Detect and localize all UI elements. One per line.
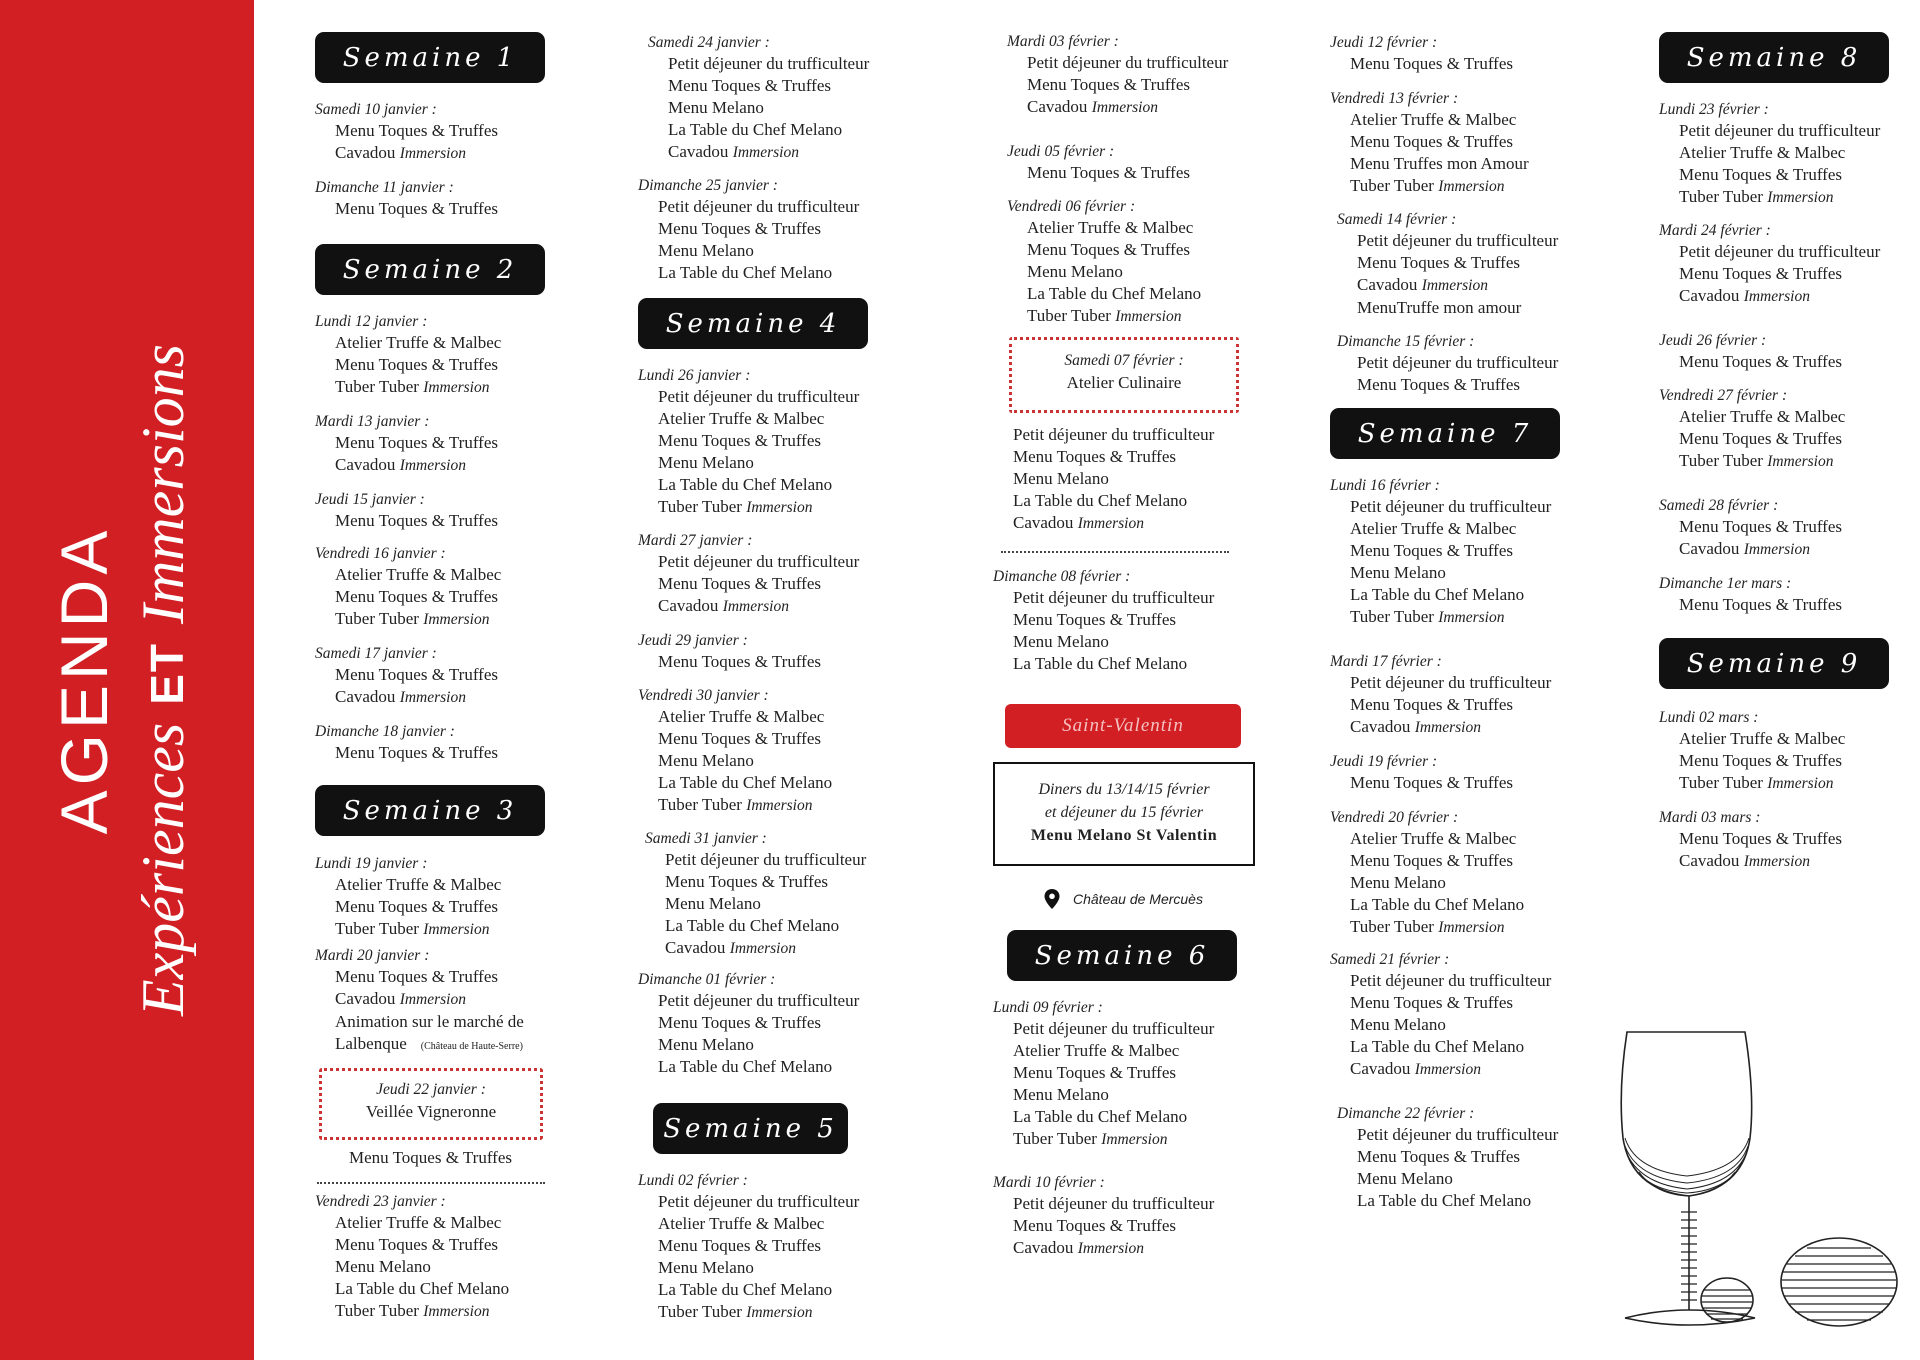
- event-item: Tuber Tuber Immersion: [1013, 1129, 1168, 1148]
- event-item: Menu Toques & Truffes: [1679, 352, 1843, 371]
- event-item: Atelier Truffe & Malbec: [335, 875, 502, 894]
- event-item: Menu Toques & Truffes: [335, 511, 499, 530]
- event-item: Petit déjeuner du trufficulteur: [1357, 231, 1559, 250]
- event-item: La Table du Chef Melano: [1013, 491, 1188, 510]
- day-title: Mardi 03 février :: [1007, 33, 1119, 50]
- day-block: [993, 1173, 1214, 1260]
- event-item: Veillée Vigneronne: [365, 1102, 497, 1121]
- event-item: Menu Toques & Truffes: [1013, 610, 1177, 629]
- event-item: Menu Toques & Truffes: [335, 743, 499, 762]
- event-item: Menu Melano: [1350, 873, 1446, 892]
- day-title: Samedi 14 février :: [1337, 211, 1457, 228]
- event-item: Cavadou Immersion: [1357, 275, 1488, 294]
- day-title: Lundi 02 mars :: [1659, 709, 1759, 726]
- event-item: Menu Toques & Truffes: [1013, 1063, 1177, 1082]
- day-title: Dimanche 11 janvier :: [315, 179, 454, 196]
- event-note: (Château de Haute-Serre): [420, 1041, 523, 1052]
- event-item: Menu Toques & Truffes: [1679, 595, 1843, 614]
- event-item: Atelier Truffe & Malbec: [1679, 407, 1846, 426]
- event-item: Petit déjeuner du trufficulteur: [1013, 425, 1215, 444]
- subtitle-experiences: Expériences: [130, 722, 196, 1016]
- event-item: Tuber Tuber Immersion: [335, 1301, 490, 1320]
- day-title: Jeudi 19 février :: [1330, 753, 1438, 770]
- event-item: Menu Toques & Truffes: [1350, 54, 1514, 73]
- day-block: [1659, 100, 1880, 209]
- event-item: Menu Melano: [1350, 1015, 1446, 1034]
- event-item: Menu Toques & Truffes: [335, 199, 499, 218]
- event-item: Atelier Truffe & Malbec: [1679, 143, 1846, 162]
- day-block: [1330, 476, 1551, 629]
- day-block: [315, 854, 501, 941]
- event-item: Atelier Truffe & Malbec: [1027, 218, 1194, 237]
- event-item: Menu Toques & Truffes: [1679, 264, 1843, 283]
- event-item: Petit déjeuner du trufficulteur: [1013, 1194, 1215, 1213]
- event-item: Cavadou Immersion: [658, 596, 789, 615]
- day-title: Jeudi 22 janvier :: [376, 1081, 486, 1098]
- event-item: Cavadou Immersion: [1027, 97, 1158, 116]
- day-title: Vendredi 16 janvier :: [315, 545, 446, 562]
- event-item: Tuber Tuber Immersion: [1679, 451, 1834, 470]
- dotted-separator: [1001, 551, 1229, 553]
- highlight-box-veillee: [319, 1068, 543, 1140]
- day-block: [329, 1147, 512, 1169]
- event-item: Petit déjeuner du trufficulteur: [1357, 353, 1559, 372]
- day-block: [1007, 142, 1190, 184]
- event-item: La Table du Chef Melano: [665, 916, 840, 935]
- valentin-line-1: Diners du 13/14/15 février: [1038, 781, 1210, 798]
- event-item: Cavadou Immersion: [335, 143, 466, 162]
- agenda-subtitle: [125, 344, 205, 1016]
- event-item: Tuber Tuber Immersion: [335, 919, 490, 938]
- event-item: Menu Toques & Truffes: [1350, 993, 1514, 1012]
- day-title: Dimanche 1er mars :: [1659, 575, 1792, 592]
- agenda-title: AGENDA: [47, 525, 121, 835]
- week-8-header: Semaine 8: [1659, 32, 1889, 83]
- event-item: Petit déjeuner du trufficulteur: [658, 197, 860, 216]
- event-item: Menu Toques & Truffes: [335, 665, 499, 684]
- day-block: [1330, 33, 1513, 75]
- week-5-header: Semaine 5: [653, 1103, 848, 1154]
- event-item: Atelier Truffe & Malbec: [658, 707, 825, 726]
- day-block: [1330, 950, 1551, 1081]
- event-item: Cavadou Immersion: [665, 938, 796, 957]
- valentin-line-3: Menu Melano St Valentin: [1030, 827, 1218, 844]
- saint-valentin-banner: Saint-Valentin: [1005, 704, 1241, 748]
- day-title: Dimanche 18 janvier :: [315, 723, 455, 740]
- day-title: Samedi 10 janvier :: [315, 101, 437, 118]
- day-title: Vendredi 06 février :: [1007, 198, 1136, 215]
- week-7-header: Semaine 7: [1330, 408, 1560, 459]
- day-title: Jeudi 26 février :: [1659, 332, 1767, 349]
- event-item: Menu Toques & Truffes: [349, 1148, 513, 1167]
- event-item: Menu Toques & Truffes: [1350, 695, 1514, 714]
- day-block: [1659, 331, 1842, 373]
- event-item: Cavadou Immersion: [1679, 286, 1810, 305]
- event-item: La Table du Chef Melano: [1350, 895, 1525, 914]
- day-block: [315, 412, 498, 477]
- event-item: Menu Melano: [335, 1257, 431, 1276]
- day-title: Vendredi 27 février :: [1659, 387, 1788, 404]
- event-item: Menu Truffes mon Amour: [1350, 154, 1529, 173]
- week-4-header: Semaine 4: [638, 298, 868, 349]
- event-item: Petit déjeuner du trufficulteur: [658, 1192, 860, 1211]
- event-item: Menu Melano: [658, 1035, 754, 1054]
- highlight-box-atelier: [1009, 337, 1239, 413]
- event-item: Menu Toques & Truffes: [1679, 829, 1843, 848]
- event-item: Tuber Tuber Immersion: [658, 1302, 813, 1321]
- event-item: Petit déjeuner du trufficulteur: [1013, 588, 1215, 607]
- event-item: La Table du Chef Melano: [658, 773, 833, 792]
- event-item: Atelier Truffe & Malbec: [1350, 519, 1517, 538]
- day-block: [638, 631, 821, 673]
- day-block: [1337, 1104, 1558, 1212]
- event-item: Menu Toques & Truffes: [1027, 240, 1191, 259]
- day-block: [1337, 332, 1558, 396]
- event-item: La Table du Chef Melano: [658, 1280, 833, 1299]
- event-item: Menu Toques & Truffes: [1350, 851, 1514, 870]
- event-item: Petit déjeuner du trufficulteur: [658, 387, 860, 406]
- day-block: [1659, 708, 1845, 795]
- event-item: Tuber Tuber Immersion: [1350, 176, 1505, 195]
- event-item: Menu Toques & Truffes: [335, 355, 499, 374]
- day-block: [638, 970, 859, 1078]
- event-item: Menu Toques & Truffes: [1679, 751, 1843, 770]
- event-item: La Table du Chef Melano: [1350, 585, 1525, 604]
- event-item: Tuber Tuber Immersion: [1350, 917, 1505, 936]
- day-title: Lundi 26 janvier :: [638, 367, 751, 384]
- day-title: Mardi 20 janvier :: [315, 947, 430, 964]
- event-item: Menu Toques & Truffes: [658, 219, 822, 238]
- event-item: Petit déjeuner du trufficulteur: [658, 991, 860, 1010]
- event-item: Atelier Truffe & Malbec: [658, 409, 825, 428]
- event-item: Menu Melano: [1350, 563, 1446, 582]
- event-item: Menu Melano: [1013, 1085, 1109, 1104]
- event-item: Menu Toques & Truffes: [658, 574, 822, 593]
- event-item: Menu Toques & Truffes: [1679, 429, 1843, 448]
- event-item: Tuber Tuber Immersion: [1679, 187, 1834, 206]
- day-block: [638, 531, 859, 618]
- day-block: [315, 722, 498, 764]
- day-title: Samedi 07 février :: [1064, 352, 1184, 369]
- day-block: [638, 686, 832, 817]
- day-title: Mardi 10 février :: [993, 1174, 1105, 1191]
- event-item: Menu Toques & Truffes: [1350, 132, 1514, 151]
- day-block: [315, 1192, 509, 1323]
- event-item: La Table du Chef Melano: [668, 120, 843, 139]
- dotted-separator: [317, 1182, 545, 1184]
- event-item: Menu Toques & Truffes: [335, 897, 499, 916]
- day-block: [315, 312, 501, 399]
- event-item: Atelier Truffe & Malbec: [335, 333, 502, 352]
- event-item: Atelier Truffe & Malbec: [1013, 1041, 1180, 1060]
- event-item: La Table du Chef Melano: [1013, 654, 1188, 673]
- event-item: Menu Melano: [1013, 469, 1109, 488]
- day-block: [1659, 808, 1842, 873]
- day-block: [1659, 574, 1842, 616]
- week-9-header: Semaine 9: [1659, 638, 1889, 689]
- event-item: Petit déjeuner du trufficulteur: [1679, 121, 1881, 140]
- event-item: Cavadou Immersion: [1350, 717, 1481, 736]
- event-item: Menu Melano: [665, 894, 761, 913]
- event-item: Lalbenque (Château de Haute-Serre): [335, 1034, 523, 1053]
- day-title: Jeudi 05 février :: [1007, 143, 1115, 160]
- wine-glass-illustration: [1605, 1020, 1905, 1340]
- event-item: Petit déjeuner du trufficulteur: [658, 552, 860, 571]
- event-item: Cavadou Immersion: [1350, 1059, 1481, 1078]
- valentin-line-2: et déjeuner du 15 février: [1044, 804, 1204, 821]
- day-block: [1330, 808, 1524, 939]
- day-block: [1337, 210, 1558, 319]
- event-item: Petit déjeuner du trufficulteur: [665, 850, 867, 869]
- day-block: [993, 424, 1214, 535]
- event-item: La Table du Chef Melano: [1357, 1191, 1532, 1210]
- subtitle-et: ET: [141, 642, 193, 705]
- event-item: La Table du Chef Melano: [658, 263, 833, 282]
- event-item: Petit déjeuner du trufficulteur: [1027, 53, 1229, 72]
- event-item: Menu Toques & Truffes: [335, 1235, 499, 1254]
- event-item: Petit déjeuner du trufficulteur: [1350, 971, 1552, 990]
- day-block: [993, 567, 1214, 675]
- day-title: Vendredi 20 février :: [1330, 809, 1459, 826]
- day-title: Samedi 21 février :: [1330, 951, 1450, 968]
- event-item: La Table du Chef Melano: [1350, 1037, 1525, 1056]
- day-title: Lundi 19 janvier :: [315, 855, 428, 872]
- event-item: Menu Toques & Truffes: [1679, 165, 1843, 184]
- day-title: Dimanche 01 février :: [638, 971, 776, 988]
- day-block: [1330, 652, 1551, 739]
- week-3-header: Semaine 3: [315, 785, 545, 836]
- event-item: Atelier Truffe & Malbec: [335, 1213, 502, 1232]
- event-item: Menu Melano: [658, 1258, 754, 1277]
- sidebar-title: [49, 344, 205, 1016]
- location: [1043, 888, 1203, 910]
- day-block: [1659, 386, 1845, 473]
- event-item: Menu Toques & Truffes: [658, 652, 822, 671]
- day-title: Lundi 16 février :: [1330, 477, 1440, 494]
- event-item: Petit déjeuner du trufficulteur: [668, 54, 870, 73]
- event-item: Cavadou Immersion: [1013, 513, 1144, 532]
- day-title: Jeudi 12 février :: [1330, 34, 1438, 51]
- event-item: Menu Melano: [668, 98, 764, 117]
- day-title: Vendredi 30 janvier :: [638, 687, 769, 704]
- day-title: Samedi 28 février :: [1659, 497, 1779, 514]
- event-item: Cavadou Immersion: [1679, 539, 1810, 558]
- day-title: Mardi 13 janvier :: [315, 413, 430, 430]
- day-title: Dimanche 15 février :: [1337, 333, 1475, 350]
- day-title: Jeudi 29 janvier :: [638, 632, 748, 649]
- event-item: Tuber Tuber Immersion: [658, 497, 813, 516]
- event-item: La Table du Chef Melano: [658, 1057, 833, 1076]
- event-item: Menu Toques & Truffes: [658, 729, 822, 748]
- day-title: Samedi 31 janvier :: [645, 830, 767, 847]
- event-item: Atelier Truffe & Malbec: [1679, 729, 1846, 748]
- event-item: Menu Melano: [658, 453, 754, 472]
- subtitle-immersions: Immersions: [130, 344, 196, 625]
- event-item: Menu Toques & Truffes: [1027, 75, 1191, 94]
- day-block: [315, 178, 498, 220]
- event-item: Atelier Truffe & Malbec: [1350, 829, 1517, 848]
- day-block: [1007, 32, 1228, 119]
- day-title: Mardi 17 février :: [1330, 653, 1442, 670]
- event-item: Menu Toques & Truffes: [665, 872, 829, 891]
- event-item: Atelier Culinaire: [1066, 373, 1182, 392]
- event-item: Menu Toques & Truffes: [1350, 541, 1514, 560]
- day-block: [638, 366, 859, 519]
- event-item: Tuber Tuber Immersion: [335, 377, 490, 396]
- event-item: Menu Melano: [1013, 632, 1109, 651]
- day-title: Lundi 02 février :: [638, 1172, 748, 1189]
- event-item: Tuber Tuber Immersion: [1350, 607, 1505, 626]
- event-item: Menu Toques & Truffes: [1357, 1147, 1521, 1166]
- event-item: Cavadou Immersion: [668, 142, 799, 161]
- day-title: Vendredi 23 janvier :: [315, 1193, 446, 1210]
- event-item: Menu Toques & Truffes: [658, 431, 822, 450]
- day-block: [315, 544, 501, 631]
- day-title: Mardi 03 mars :: [1659, 809, 1761, 826]
- event-item: Menu Melano: [658, 241, 754, 260]
- event-item: Cavadou Immersion: [335, 687, 466, 706]
- event-item: Tuber Tuber Immersion: [1679, 773, 1834, 792]
- event-item: Menu Toques & Truffes: [335, 587, 499, 606]
- day-title: Mardi 27 janvier :: [638, 532, 753, 549]
- location-label: Château de Mercuès: [1073, 891, 1203, 907]
- day-title: Vendredi 13 février :: [1330, 90, 1459, 107]
- day-title: Lundi 23 février :: [1659, 101, 1769, 118]
- map-pin-icon: [1043, 888, 1061, 910]
- event-item: Menu Toques & Truffes: [668, 76, 832, 95]
- event-item: Atelier Truffe & Malbec: [658, 1214, 825, 1233]
- event-item: Menu Toques & Truffes: [335, 967, 499, 986]
- day-block: [1659, 496, 1842, 561]
- event-item: La Table du Chef Melano: [335, 1279, 510, 1298]
- event-item: Menu Toques & Truffes: [1679, 517, 1843, 536]
- day-title: Mardi 24 février :: [1659, 222, 1771, 239]
- day-block: [315, 100, 498, 165]
- day-title: Lundi 12 janvier :: [315, 313, 428, 330]
- event-item: La Table du Chef Melano: [1013, 1107, 1188, 1126]
- event-item: Tuber Tuber Immersion: [335, 609, 490, 628]
- event-item: Menu Toques & Truffes: [658, 1236, 822, 1255]
- day-title: Samedi 24 janvier :: [648, 34, 770, 51]
- event-item: Animation sur le marché de: [335, 1012, 524, 1031]
- day-block: [315, 490, 498, 532]
- event-item: Cavadou Immersion: [335, 989, 466, 1008]
- event-item: Cavadou Immersion: [335, 455, 466, 474]
- day-title: Dimanche 25 janvier :: [638, 177, 778, 194]
- day-block: [648, 33, 869, 164]
- event-item: Cavadou Immersion: [1013, 1238, 1144, 1257]
- event-item: Menu Toques & Truffes: [1027, 163, 1191, 182]
- event-item: MenuTruffe mon amour: [1357, 298, 1522, 317]
- day-title: Samedi 17 janvier :: [315, 645, 437, 662]
- day-title: Dimanche 22 février :: [1337, 1105, 1475, 1122]
- event-item: Petit déjeuner du trufficulteur: [1350, 673, 1552, 692]
- event-item: Menu Melano: [1357, 1169, 1453, 1188]
- day-block: [315, 946, 524, 1058]
- day-block: [1330, 752, 1513, 794]
- day-block: [645, 829, 866, 960]
- event-item: Menu Toques & Truffes: [1013, 447, 1177, 466]
- day-block: [315, 644, 498, 709]
- event-item: Menu Toques & Truffes: [1013, 1216, 1177, 1235]
- event-item: Petit déjeuner du trufficulteur: [1679, 242, 1881, 261]
- day-block: [1007, 197, 1201, 328]
- week-1-header: Semaine 1: [315, 32, 545, 83]
- saint-valentin-box: [993, 762, 1255, 866]
- day-block: [638, 1171, 859, 1324]
- event-item: Menu Toques & Truffes: [1357, 253, 1521, 272]
- event-item: Tuber Tuber Immersion: [658, 795, 813, 814]
- event-item: Menu Toques & Truffes: [335, 121, 499, 140]
- event-item: Menu Toques & Truffes: [658, 1013, 822, 1032]
- day-block: [993, 998, 1214, 1151]
- event-item: Atelier Truffe & Malbec: [1350, 110, 1517, 129]
- sidebar: [0, 0, 254, 1360]
- day-title: Dimanche 08 février :: [993, 568, 1131, 585]
- week-6-header: Semaine 6: [1007, 930, 1237, 981]
- day-block: [638, 176, 859, 284]
- event-item: La Table du Chef Melano: [1027, 284, 1202, 303]
- event-item: Menu Toques & Truffes: [1350, 773, 1514, 792]
- event-item: Petit déjeuner du trufficulteur: [1350, 497, 1552, 516]
- day-block: [1330, 89, 1529, 198]
- event-item: Petit déjeuner du trufficulteur: [1013, 1019, 1215, 1038]
- day-title: Jeudi 15 janvier :: [315, 491, 425, 508]
- event-item: Tuber Tuber Immersion: [1027, 306, 1182, 325]
- event-item: Cavadou Immersion: [1679, 851, 1810, 870]
- event-item: Menu Toques & Truffes: [1357, 375, 1521, 394]
- event-item: Menu Melano: [1027, 262, 1123, 281]
- event-item: Menu Toques & Truffes: [335, 433, 499, 452]
- week-2-header: Semaine 2: [315, 244, 545, 295]
- event-item: Petit déjeuner du trufficulteur: [1357, 1125, 1559, 1144]
- event-item: Atelier Truffe & Malbec: [335, 565, 502, 584]
- day-title: Lundi 09 février :: [993, 999, 1103, 1016]
- event-item: La Table du Chef Melano: [658, 475, 833, 494]
- day-block: [1659, 221, 1880, 308]
- event-item: Menu Melano: [658, 751, 754, 770]
